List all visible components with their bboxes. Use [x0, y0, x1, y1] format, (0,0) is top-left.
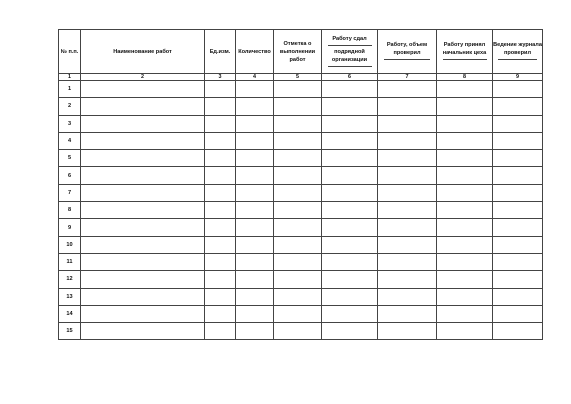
table-cell — [236, 81, 274, 98]
table-cell — [378, 167, 437, 184]
table-cell — [493, 115, 543, 132]
table-cell — [274, 305, 322, 322]
column-number: 8 — [437, 74, 493, 81]
table-cell — [378, 236, 437, 253]
table-cell — [378, 288, 437, 305]
table-cell — [205, 98, 236, 115]
table-cell — [81, 305, 205, 322]
table-row — [59, 202, 543, 219]
table-cell — [81, 184, 205, 201]
table-cell — [493, 305, 543, 322]
table-cell — [205, 150, 236, 167]
row-number: 1 — [59, 81, 81, 98]
table-row — [59, 150, 543, 167]
table-cell — [205, 202, 236, 219]
table-row — [59, 132, 543, 149]
header-item-number: № п.п. — [59, 30, 81, 74]
table-cell — [378, 150, 437, 167]
table-cell — [378, 132, 437, 149]
table-cell — [322, 253, 378, 270]
table-cell — [205, 288, 236, 305]
table-cell — [81, 132, 205, 149]
header-handed-over-label: Работу сдал — [332, 35, 367, 42]
table-cell — [274, 167, 322, 184]
table-cell — [81, 81, 205, 98]
table-cell — [437, 288, 493, 305]
table-cell — [236, 236, 274, 253]
table-cell — [378, 305, 437, 322]
column-number: 2 — [81, 74, 205, 81]
table-cell — [205, 271, 236, 288]
header-journal-checked — [493, 30, 543, 74]
table-cell — [437, 219, 493, 236]
table-cell — [205, 219, 236, 236]
table-cell — [378, 323, 437, 340]
table-cell — [437, 81, 493, 98]
row-number: 4 — [59, 132, 81, 149]
signature-line — [384, 59, 430, 60]
table-cell — [437, 323, 493, 340]
column-number-row — [59, 74, 543, 81]
table-cell — [81, 236, 205, 253]
table-row — [59, 253, 543, 270]
table-cell — [274, 219, 322, 236]
table-cell — [322, 150, 378, 167]
header-completion-mark: Отметка о выполнении работ — [274, 30, 322, 74]
table-cell — [378, 184, 437, 201]
table-row — [59, 115, 543, 132]
signature-line — [328, 66, 372, 67]
row-number: 3 — [59, 115, 81, 132]
table-cell — [205, 167, 236, 184]
table-cell — [322, 305, 378, 322]
table-cell — [437, 305, 493, 322]
table-cell — [274, 184, 322, 201]
table-cell — [205, 305, 236, 322]
table-row — [59, 271, 543, 288]
table-cell — [274, 81, 322, 98]
signature-line — [443, 59, 487, 60]
table-cell — [274, 271, 322, 288]
row-number: 2 — [59, 98, 81, 115]
table-cell — [236, 132, 274, 149]
table-cell — [322, 236, 378, 253]
table-cell — [437, 236, 493, 253]
table-cell — [236, 167, 274, 184]
table-cell — [236, 202, 274, 219]
table-cell — [322, 323, 378, 340]
table-row — [59, 167, 543, 184]
table-cell — [236, 253, 274, 270]
table-cell — [274, 202, 322, 219]
table-cell — [274, 288, 322, 305]
table-cell — [378, 81, 437, 98]
table-cell — [81, 253, 205, 270]
row-number: 10 — [59, 236, 81, 253]
table-cell — [236, 184, 274, 201]
table-cell — [81, 167, 205, 184]
table-cell — [236, 98, 274, 115]
table-cell — [437, 253, 493, 270]
table-cell — [378, 115, 437, 132]
table-cell — [493, 132, 543, 149]
table-cell — [437, 132, 493, 149]
column-number: 4 — [236, 74, 274, 81]
table-cell — [322, 115, 378, 132]
table-cell — [236, 150, 274, 167]
table-cell — [236, 323, 274, 340]
table-cell — [437, 150, 493, 167]
table-cell — [236, 288, 274, 305]
table-cell — [322, 98, 378, 115]
table-cell — [493, 288, 543, 305]
table-row — [59, 236, 543, 253]
table-cell — [205, 323, 236, 340]
header-handed-over — [322, 30, 378, 74]
table-cell — [274, 150, 322, 167]
table-cell — [81, 271, 205, 288]
header-unit: Ед.изм. — [205, 30, 236, 74]
table-cell — [205, 115, 236, 132]
row-number: 9 — [59, 219, 81, 236]
table-cell — [378, 271, 437, 288]
table-cell — [236, 305, 274, 322]
row-number: 6 — [59, 167, 81, 184]
header-volume-checked-label: Работу, объем проверил — [386, 42, 428, 56]
table-cell — [437, 184, 493, 201]
table-cell — [493, 271, 543, 288]
column-number: 5 — [274, 74, 322, 81]
row-number: 7 — [59, 184, 81, 201]
column-number: 1 — [59, 74, 81, 81]
table-cell — [81, 98, 205, 115]
table-cell — [493, 236, 543, 253]
table-cell — [493, 81, 543, 98]
table-cell — [274, 236, 322, 253]
header-accepted-by-head-label: Работу принял начальник цеха — [442, 42, 487, 56]
table-cell — [493, 253, 543, 270]
table-row — [59, 219, 543, 236]
work-journal-table — [58, 29, 543, 340]
table-cell — [322, 184, 378, 201]
table-cell — [437, 167, 493, 184]
table-cell — [81, 288, 205, 305]
table-cell — [205, 236, 236, 253]
row-number: 11 — [59, 253, 81, 270]
table-row — [59, 98, 543, 115]
table-cell — [493, 167, 543, 184]
table-cell — [437, 202, 493, 219]
table-cell — [205, 184, 236, 201]
table-cell — [322, 81, 378, 98]
table-cell — [274, 115, 322, 132]
header-contractor-label: подрядной организации — [331, 48, 368, 63]
table-cell — [437, 271, 493, 288]
table-cell — [236, 219, 274, 236]
table-cell — [81, 323, 205, 340]
table-row — [59, 323, 543, 340]
table-cell — [322, 288, 378, 305]
header-volume-checked — [378, 30, 437, 74]
table-cell — [274, 98, 322, 115]
table-cell — [274, 253, 322, 270]
table-cell — [81, 150, 205, 167]
table-row — [59, 184, 543, 201]
table-row — [59, 288, 543, 305]
table-cell — [81, 202, 205, 219]
column-number: 3 — [205, 74, 236, 81]
table-cell — [378, 253, 437, 270]
table-cell — [322, 271, 378, 288]
table-cell — [493, 219, 543, 236]
table-cell — [493, 184, 543, 201]
table-cell — [493, 150, 543, 167]
table-cell — [274, 132, 322, 149]
table-cell — [236, 115, 274, 132]
table-cell — [205, 81, 236, 98]
table-cell — [322, 202, 378, 219]
table-row — [59, 81, 543, 98]
table-cell — [378, 98, 437, 115]
signature-line — [328, 45, 372, 46]
row-number: 5 — [59, 150, 81, 167]
table-cell — [378, 202, 437, 219]
table-cell — [274, 323, 322, 340]
header-journal-checked-label: Ведение журнала проверил — [493, 42, 542, 56]
row-number: 13 — [59, 288, 81, 305]
row-number: 14 — [59, 305, 81, 322]
row-number: 15 — [59, 323, 81, 340]
column-number: 9 — [493, 74, 543, 81]
table-cell — [322, 132, 378, 149]
column-number: 6 — [322, 74, 378, 81]
header-accepted-by-head — [437, 30, 493, 74]
table-cell — [493, 323, 543, 340]
header-work-name: Наименование работ — [81, 30, 205, 74]
table-cell — [205, 132, 236, 149]
table-cell — [493, 98, 543, 115]
row-number: 8 — [59, 202, 81, 219]
signature-line — [498, 59, 537, 60]
column-number: 7 — [378, 74, 437, 81]
table-cell — [81, 115, 205, 132]
table-cell — [322, 167, 378, 184]
table-cell — [236, 271, 274, 288]
table-row — [59, 305, 543, 322]
table-cell — [493, 202, 543, 219]
table-cell — [378, 219, 437, 236]
table-cell — [81, 219, 205, 236]
row-number: 12 — [59, 271, 81, 288]
table-cell — [205, 253, 236, 270]
header-quantity: Количество — [236, 30, 274, 74]
table-cell — [322, 219, 378, 236]
table-cell — [437, 98, 493, 115]
header-row — [59, 30, 543, 74]
table-cell — [437, 115, 493, 132]
